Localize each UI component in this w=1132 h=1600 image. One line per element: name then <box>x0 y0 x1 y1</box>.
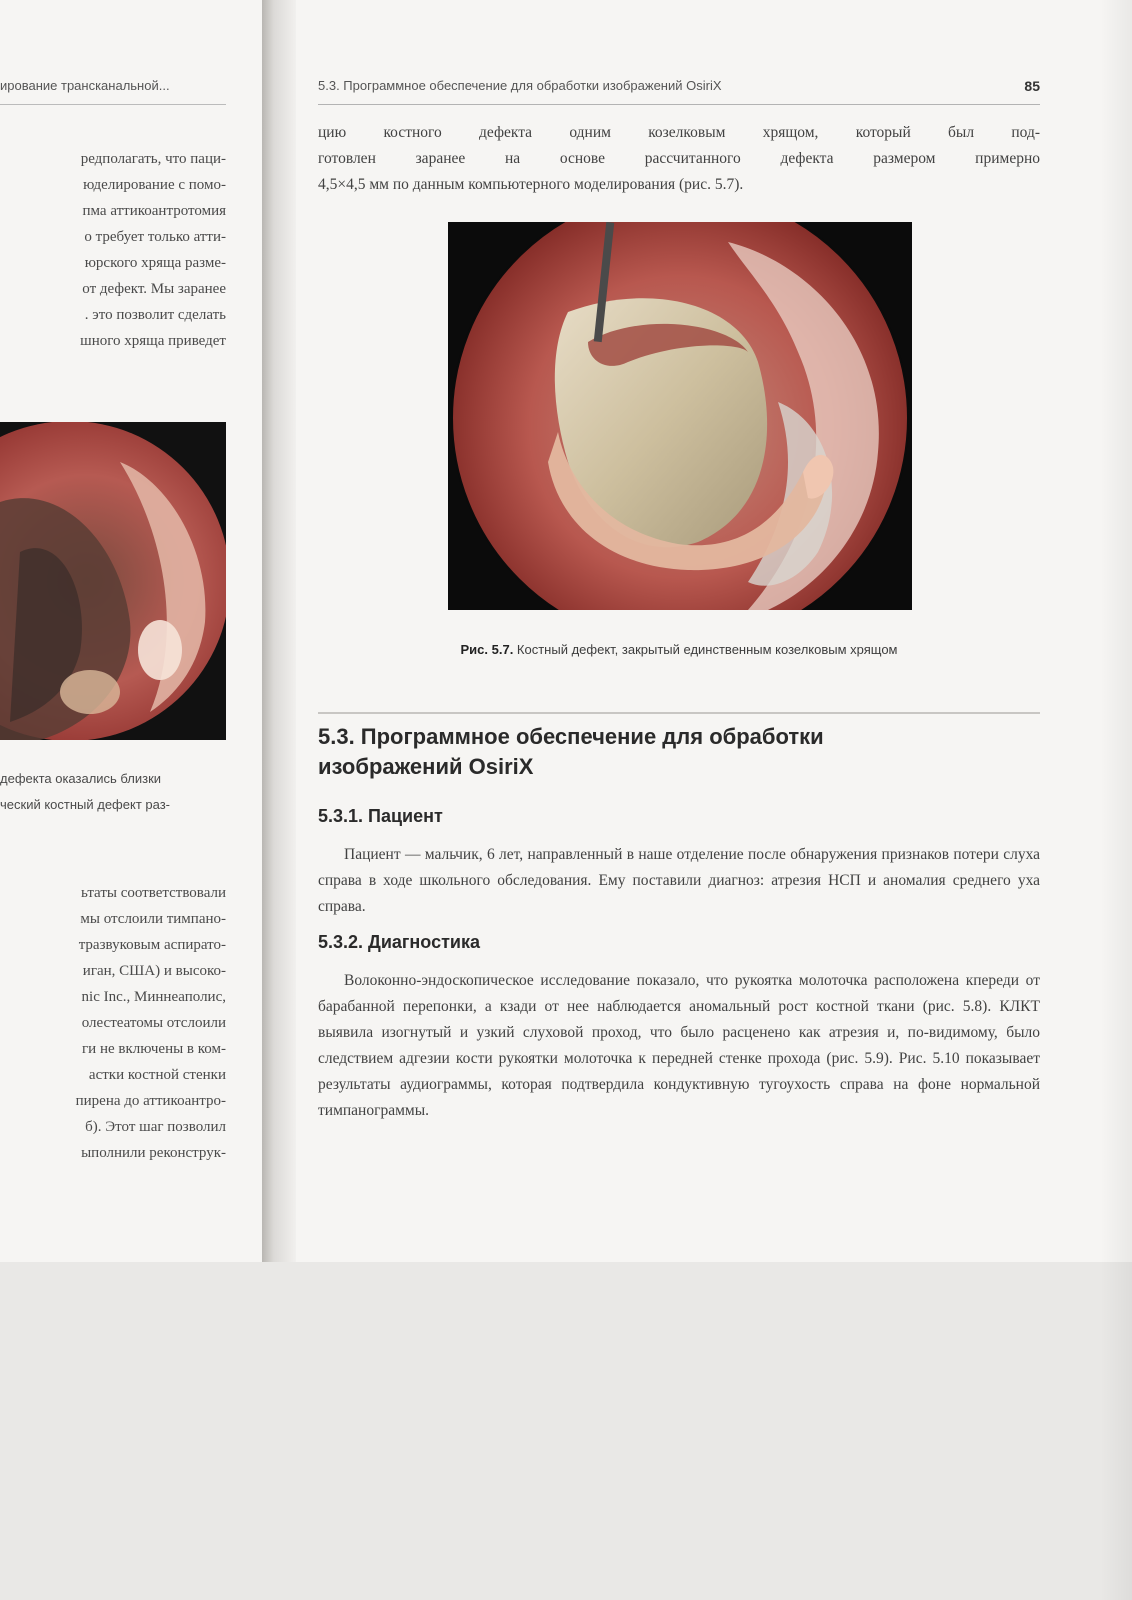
text-line: юрского хряща разме- <box>84 255 226 271</box>
paragraph-text: Пациент — мальчик, 6 лет, направленный в наше отделение после обнаружения признаков потери слуха справа в ходе школьного обследования. Ему поставили диагноз: атрезия НСП и аномалия среднего уха справа. <box>318 846 1040 915</box>
endoscopy-image <box>448 222 912 610</box>
patient-paragraph <box>318 842 1040 920</box>
subsection-title-patient: 5.3.1. Пациент <box>318 806 443 826</box>
text-line: ыполнили реконструк- <box>81 1145 226 1161</box>
scanner-background <box>0 1262 1132 1600</box>
diagnostics-paragraph <box>318 968 1040 1124</box>
text-line: готовлен заранее на основе рассчитанного дефекта размером примерно <box>318 150 1040 167</box>
text-line: nic Inc., Миннеаполис, <box>81 989 226 1005</box>
text-line: олестеатомы отслоили <box>81 1015 226 1031</box>
section-rule <box>318 712 1040 714</box>
running-head <box>318 78 1040 93</box>
text-line: юделирование с помо- <box>83 177 226 193</box>
subsection-title-diagnostics: 5.3.2. Диагностика <box>318 932 480 952</box>
text-line: редполагать, что паци- <box>80 151 226 167</box>
section-title: 5.3. Программное обеспечение для обработки изображений OsiriX <box>318 724 824 779</box>
left-page <box>0 0 228 1262</box>
text-line: о требует только атти- <box>84 229 226 245</box>
figure-5-7-photo <box>448 222 912 610</box>
text-line: мы отслоили тимпано- <box>80 911 226 927</box>
endoscopy-image-left <box>0 422 226 740</box>
caption-line: ческий костный дефект раз- <box>0 797 170 812</box>
caption-text: Костный дефект, закрытый единственным козелковым хрящом <box>513 642 898 657</box>
left-running-head: ирование трансканальной... <box>0 78 170 93</box>
text-line: ги не включены в ком- <box>82 1041 226 1057</box>
page-number: 85 <box>1024 78 1040 94</box>
text-line: 4,5×4,5 мм по данным компьютерного моделирования (рис. 5.7). <box>318 176 744 193</box>
text-line: б). Этот шаг позволил <box>85 1119 226 1135</box>
text-line: пма аттикоантротомия <box>82 203 226 219</box>
book-gutter <box>262 0 296 1262</box>
text-line: цию костного дефекта одним козелковым хрящом, который был под- <box>318 124 1040 141</box>
running-head-title: 5.3. Программное обеспечение для обработки изображений OsiriX <box>318 78 722 93</box>
page-edge-shadow <box>1100 0 1132 1600</box>
right-page <box>318 0 1048 1262</box>
text-line: ьтаты соответствовали <box>81 885 226 901</box>
header-rule <box>318 104 1040 105</box>
caption-label: Рис. 5.7. <box>460 642 514 657</box>
text-line: от дефект. Мы заранее <box>82 281 226 297</box>
text-line: . это позволит сделать <box>84 307 226 323</box>
text-line: иган, США) и высоко- <box>82 963 226 979</box>
left-endoscopy-photo <box>0 422 226 740</box>
text-line: астки костной стенки <box>88 1067 226 1083</box>
caption-line: дефекта оказались близки <box>0 771 162 786</box>
text-line: тразвуковым аспирато- <box>78 937 226 953</box>
intro-paragraph <box>318 120 1040 198</box>
text-line: шного хряща приведет <box>80 333 226 349</box>
text-line: пирена до аттикоантро- <box>75 1093 226 1109</box>
left-text-block-1 <box>0 146 226 354</box>
figure-5-7-caption <box>318 642 1040 657</box>
left-text-block-2 <box>0 880 226 1166</box>
left-caption <box>0 766 226 818</box>
paragraph-text: Волоконно-эндоскопическое исследование показало, что рукоятка молоточка расположена кпереди от барабанной перепонки, а кзади от нее наблюдается аномальный рост костной ткани (рис. 5.8). КЛКТ выявила изогнутый и узкий слуховой проход, что было расценено как атрезия и, по-видимому, было следствием адгезии кости рукоятки молоточка к передней стенке прохода (рис. 5.9). Рис. 5.10 показывает результаты аудиограммы, которая подтвердила кондуктивную тугоухость справа на фоне нормальной тимпанограммы. <box>318 972 1040 1119</box>
left-header-rule <box>0 104 226 105</box>
